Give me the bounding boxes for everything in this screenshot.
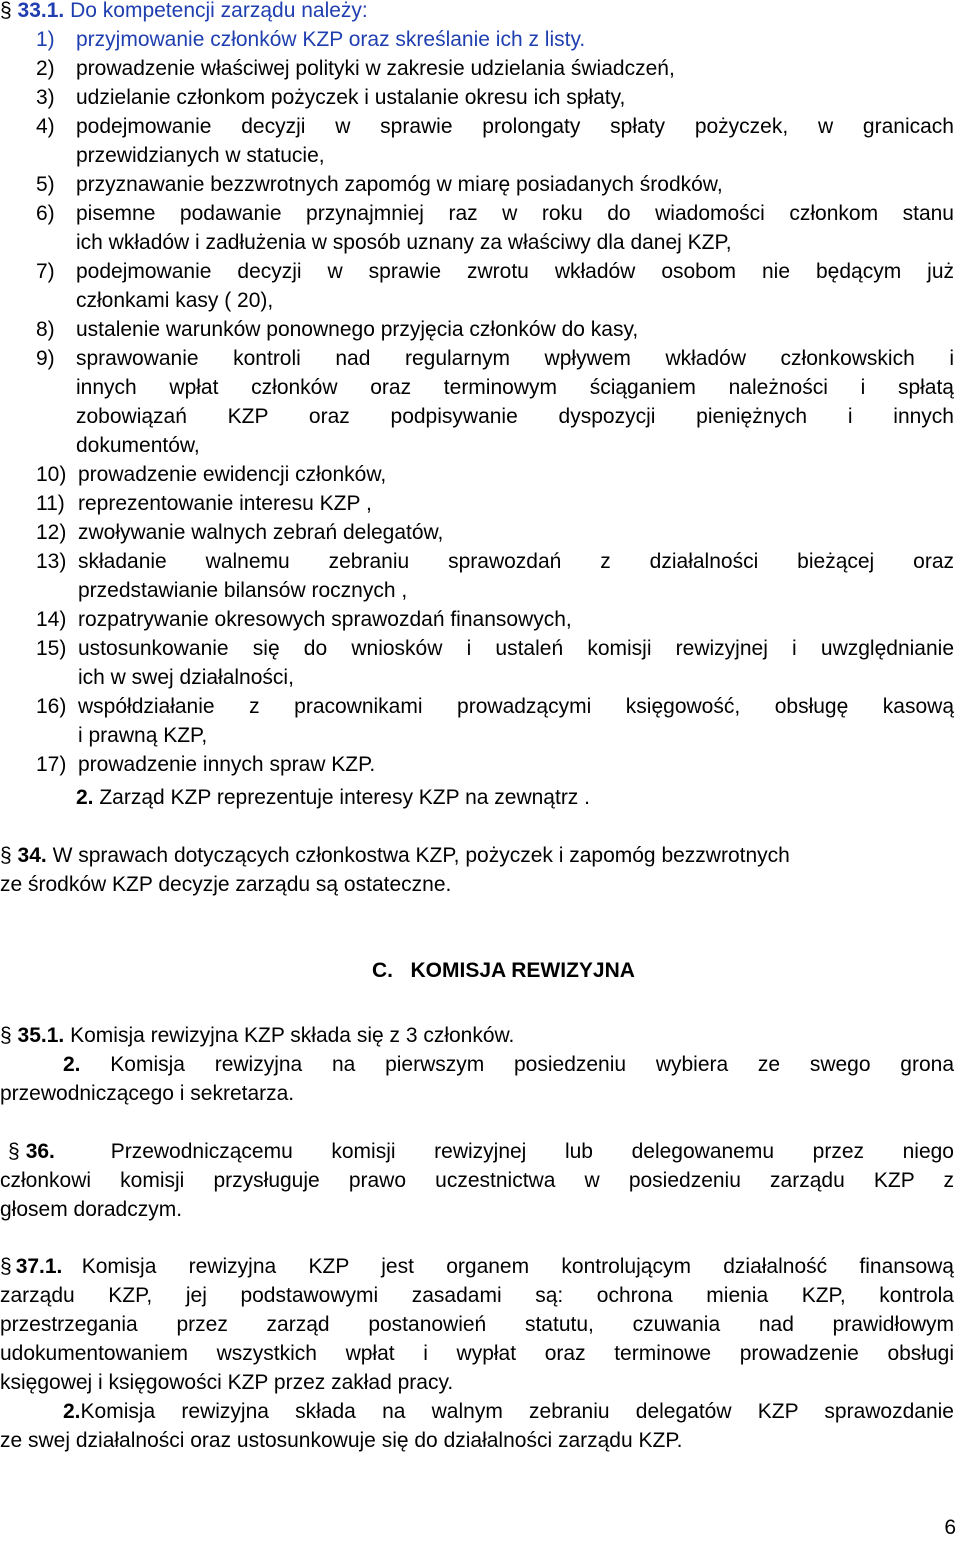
section-heading-komisja: C. KOMISJA REWIZYJNA [372,959,635,982]
paragraph-sign: § [0,1255,12,1278]
sec33-list-item [36,518,954,547]
sec33-list-item [36,750,954,779]
list-item-continuation: i prawną KZP, [78,724,208,747]
sec35-p2-text: Komisja rewizyjna na pierwszym posiedzeniu wybiera ze swego grona [110,1053,954,1076]
paragraph-sign: § [0,0,12,22]
sec37-p2-number: 2. [63,1400,81,1423]
sec37-line5: księgowej i księgowości KZP przez zakład pracy. [0,1371,454,1394]
list-item-number: 3) [36,86,55,109]
list-item-number: 7) [36,260,55,283]
sec37-line1 [0,1252,954,1281]
sec33-list-item [36,257,954,315]
sec33-p2 [76,783,954,812]
sec34-line1 [0,841,954,870]
sec33-p2-text: Zarząd KZP reprezentuje interesy KZP na zewnątrz . [99,786,590,809]
list-item-number: 12) [36,521,67,544]
sec36-line2: członkowi komisji przysługuje prawo uczestnictwa w posiedzeniu zarządu KZP z [0,1169,954,1192]
sec34-line2: ze środków KZP decyzje zarządu są ostateczne. [0,873,452,896]
list-item-number: 17) [36,753,67,776]
page-number: 6 [944,1516,956,1539]
list-item-number: 9) [36,347,55,370]
sec33-list-item [36,489,954,518]
sec36-line3: głosem doradczym. [0,1198,183,1221]
sec34-text1: W sprawach dotyczących członkostwa KZP, pożyczek i zapomóg bezzwrotnych [52,844,790,867]
list-item-continuation: dokumentów, [76,434,200,457]
list-item-text: prowadzenie właściwej polityki w zakresie udzielania świadczeń, [76,57,675,80]
sec37-line4: udokumentowaniem wszystkich wpłat i wypłat oraz terminowe prowadzenie obsługi [0,1342,954,1365]
list-item-text: udzielanie członkom pożyczek i ustalanie okresu ich spłaty, [76,86,626,109]
sec33-list-item [36,634,954,692]
sec37-line2: zarządu KZP, jej podstawowymi zasadami są: ochrona mienia KZP, kontrola [0,1284,954,1307]
list-item-number: 1) [36,28,55,51]
list-item-text: zwoływanie walnych zebrań delegatów, [78,521,444,544]
list-item-number: 16) [36,695,67,718]
sec33-list-item [36,460,954,489]
list-item-text: przyjmowanie członków KZP oraz skreślanie ich z listy. [76,28,586,51]
list-item-continuation: przewidzianych w statucie, [76,144,325,167]
list-item-continuation: ich wkładów i zadłużenia w sposób uznany za właściwy dla danej KZP, [76,231,732,254]
list-item-text: prowadzenie innych spraw KZP. [78,753,376,776]
list-item-text: pisemne podawanie przynajmniej raz w roku do wiadomości członkom stanu [76,202,954,225]
list-item-number: 14) [36,608,67,631]
paragraph-sign: § [0,844,12,867]
sec33-list-item [36,170,954,199]
list-item-number: 8) [36,318,55,341]
sec33-number: 33.1. [17,0,65,22]
sec35-p2-line1 [63,1050,954,1079]
list-item-text: współdziałanie z pracownikami prowadzącymi księgowość, obsługę kasową [78,695,954,718]
sec33-intro: Do kompetencji zarządu należy: [70,0,368,22]
sec33-list-item [36,692,954,750]
list-item-text: podejmowanie decyzji w sprawie zwrotu wkładów osobom nie będącym już [76,260,954,283]
sec37-text1: Komisja rewizyjna KZP jest organem kontrolującym działalność finansową [81,1255,954,1278]
sec33-list-item [36,315,954,344]
list-item-continuation: członkami kasy ( 20), [76,289,274,312]
list-item-text: sprawowanie kontroli nad regularnym wpływem wkładów członkowskich i [76,347,954,370]
sec37-line3: przestrzegania przez zarząd postanowień statutu, czuwania nad prawidłowym [0,1313,954,1336]
list-item-text: reprezentowanie interesu KZP , [78,492,372,515]
sec37-number: 37.1. [15,1255,63,1278]
sec37-p2-text: Komisja rewizyjna składa na walnym zebraniu delegatów KZP sprawozdanie [80,1400,954,1423]
list-item-number: 5) [36,173,55,196]
list-item-continuation: zobowiązań KZP oraz podpisywanie dyspozycji pieniężnych i innych [76,405,954,428]
sec37-p2-line1 [63,1397,954,1426]
list-item-continuation: ich w swej działalności, [78,666,294,689]
sec33-list-item [36,112,954,170]
sec33-list-item [36,547,954,605]
list-item-text: przyznawanie bezzwrotnych zapomóg w miarę posiadanych środków, [76,173,723,196]
list-item-text: rozpatrywanie okresowych sprawozdań finansowych, [78,608,572,631]
sec36-text1: Przewodniczącemu komisji rewizyjnej lub delegowanemu przez niego [110,1140,954,1163]
list-item-continuation: przedstawianie bilansów rocznych , [78,579,408,602]
sec35-text1: Komisja rewizyjna KZP składa się z 3 członków. [70,1024,515,1047]
list-item-number: 15) [36,637,67,660]
sec35-line1 [0,1021,954,1050]
sec33-list-item [36,25,954,54]
sec33-p2-number: 2. [76,786,94,809]
sec33-list-item [36,605,954,634]
list-item-text: ustalenie warunków ponownego przyjęcia członków do kasy, [76,318,639,341]
list-item-number: 2) [36,57,55,80]
list-item-continuation: innych wpłat członków oraz terminowym ściąganiem należności i spłatą [76,376,954,399]
sec34-number: 34. [17,844,47,867]
list-item-text: podejmowanie decyzji w sprawie prolongaty spłaty pożyczek, w granicach [76,115,954,138]
sec33-header [0,0,954,25]
list-item-number: 4) [36,115,55,138]
sec33-list-item [36,344,954,460]
list-item-number: 13) [36,550,67,573]
sec36-number: 36. [25,1140,55,1163]
sec37-p2-line2: ze swej działalności oraz ustosunkowuje się do działalności zarządu KZP. [0,1429,683,1452]
list-item-text: ustosunkowanie się do wniosków i ustaleń komisji rewizyjnej i uwzględnianie [78,637,954,660]
list-item-number: 11) [36,492,65,515]
list-item-number: 6) [36,202,55,225]
paragraph-sign: § [8,1140,20,1163]
sec33-list-item [36,199,954,257]
sec33-list-item [36,83,954,112]
list-item-text: prowadzenie ewidencji członków, [78,463,387,486]
paragraph-sign: § [0,1024,12,1047]
list-item-text: składanie walnemu zebraniu sprawozdań z działalności bieżącej oraz [78,550,954,573]
sec33-list-item [36,54,954,83]
sec35-number: 35.1. [17,1024,65,1047]
sec35-p2-line2: przewodniczącego i sekretarza. [0,1082,295,1105]
list-item-number: 10) [36,463,67,486]
sec35-p2-number: 2. [63,1053,81,1076]
sec36-line1 [8,1137,954,1166]
